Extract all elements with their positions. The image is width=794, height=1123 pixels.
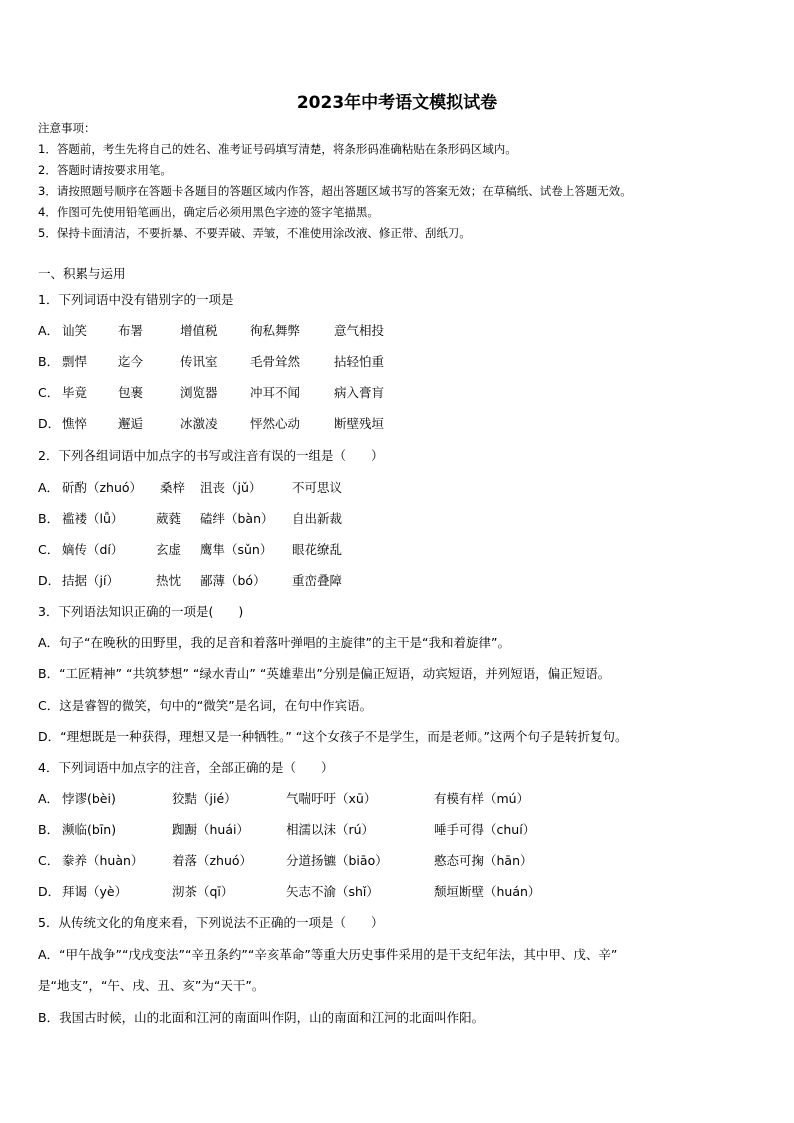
question-4-option-d [38,884,540,900]
option-word: 毕竟 [62,385,88,400]
option-word: 狡黠（jié） [172,791,237,806]
option-word: 桑梓 [160,480,186,495]
option-word: 着落（zhuó） [172,853,253,868]
question-2-option-b [38,511,342,527]
question-1-option-a [38,323,384,339]
question-3-stem: 3．下列语法知识正确的一项是( ) [38,604,244,619]
option-label: A． [38,791,60,806]
option-word: 眼花缭乱 [292,542,343,557]
question-3-option-c: C．这是睿智的微笑，句中的“微笑”是名词，在句中作宾语。 [38,698,373,713]
option-label: D． [38,884,61,899]
option-word: 褴褛（lǚ） [62,511,124,526]
question-4-stem: 4．下列词语中加点字的注音，全部正确的是（ ） [38,760,334,775]
option-label: B． [38,511,60,526]
option-word: 气喘吁吁（xū） [286,791,377,806]
option-word: 毛骨耸然 [250,354,301,369]
option-word: 沮丧（jǔ） [200,480,262,495]
question-3-option-a: A．句子“在晚秋的田野里，我的足音和着落叶弹唱的主旋律”的主干是“我和着旋律”。 [38,635,510,650]
option-word: 矢志不渝（shǐ） [286,884,379,899]
option-label: C． [38,542,60,557]
notice-item: 5．保持卡面清洁，不要折暴、不要弄破、弄皱，不准使用涂改液、修正带、刮纸刀。 [38,226,471,240]
option-word: 传讯室 [180,354,218,369]
option-word: 热忱 [156,573,182,588]
option-word: 病入膏肓 [334,385,385,400]
question-5-option-a: A．“甲午战争”“戊戌变法”“辛丑条约”“辛亥革命”等重大历史事件采用的是干支纪年法，其中甲、戊、辛” [38,947,618,962]
option-word: 鄙薄（bó） [200,573,266,588]
option-word: 磕绊（bàn） [200,511,274,526]
option-word: 包裹 [118,385,144,400]
question-1-option-d [38,416,384,432]
option-word: 憔悴 [62,416,88,431]
option-word: 踟蹰（huái） [172,822,249,837]
option-word: 怦然心动 [250,416,301,431]
notice-item: 1．答题前，考生先将自己的姓名、准考证号码填写清楚，将条形码准确粘贴在条形码区域内。 [38,142,517,156]
option-word: 自出新裁 [292,511,343,526]
question-2-option-a [38,480,342,496]
option-word: 斫酌（zhuó） [62,480,143,495]
option-word: 徇私舞弊 [250,323,301,338]
question-5-stem: 5．从传统文化的角度来看，下列说法不正确的一项是（ ） [38,915,384,930]
question-4-option-a [38,791,529,807]
option-word: 重峦叠障 [292,573,343,588]
question-1-option-c [38,385,384,401]
option-word: 讪笑 [62,323,88,338]
option-word: 分道扬镳（biāo） [286,853,388,868]
option-word: 唾手可得（chuí） [434,822,536,837]
option-word: 布署 [118,323,144,338]
option-word: 悖谬(bèi) [62,791,116,806]
option-label: D． [38,573,61,588]
option-word: 颓垣断壁（huán） [434,884,541,899]
notice-item: 4．作图可先使用铅笔画出，确定后必须用黑色字迹的签字笔描黑。 [38,205,379,219]
question-1-stem: 1．下列词语中没有错别字的一项是 [38,292,234,307]
option-word: 剽悍 [62,354,88,369]
option-word: 冲耳不闻 [250,385,301,400]
question-5-option-b: B．我国古时候，山的北面和江河的南面叫作阴，山的南面和江河的北面叫作阳。 [38,1010,485,1025]
option-label: C． [38,385,60,400]
option-word: 邂逅 [118,416,144,431]
option-label: C． [38,853,60,868]
question-2-option-d [38,573,342,589]
option-word: 浏览器 [180,385,218,400]
option-word: 断壁残垣 [334,416,385,431]
option-word: 嫡传（dí） [62,542,124,557]
option-word: 迄今 [118,354,144,369]
section-heading: 一、积累与运用 [38,266,126,281]
option-word: 拈轻怕重 [334,354,385,369]
question-2-stem: 2．下列各组词语中加点字的书写或注音有误的一组是（ ） [38,448,384,463]
option-word: 豢养（huàn） [62,853,144,868]
question-1-option-b [38,354,384,370]
option-word: 意气相投 [334,323,385,338]
option-word: 葳蕤 [156,511,182,526]
option-label: A． [38,323,60,338]
option-word: 鹰隼（sǔn） [200,542,273,557]
option-label: B． [38,354,60,369]
option-word: 玄虚 [156,542,182,557]
question-5-option-a-cont: 是“地支”，“午、戌、丑、亥”为“天干”。 [38,978,265,993]
question-4-option-b [38,822,535,838]
option-word: 相濡以沫（rú） [286,822,375,837]
option-word: 增值税 [180,323,218,338]
question-3-option-b: B．“工匠精神” “共筑梦想” “绿水青山” “英雄辈出”分别是偏正短语，动宾短语，并列短语，偏正短语。 [38,666,611,681]
option-label: B． [38,822,60,837]
option-word: 有模有样（mú） [434,791,530,806]
option-word: 濒临(bīn) [62,822,117,837]
option-word: 拮据（jí） [62,573,119,588]
option-label: D． [38,416,61,431]
option-word: 拜谒（yè） [62,884,128,899]
notice-item: 3．请按照题号顺序在答题卡各题目的答题区域内作答，超出答题区域书写的答案无效；在草稿纸、试卷上答题无效。 [38,184,632,198]
question-2-option-c [38,542,342,558]
option-word: 沏茶（qī） [172,884,234,899]
option-word: 憨态可掬（hān） [434,853,533,868]
notice-heading: 注意事项： [38,121,96,135]
option-word: 不可思议 [292,480,343,495]
option-word: 冰激凌 [180,416,218,431]
question-4-option-c [38,853,533,869]
question-3-option-d: D．“理想既是一种获得，理想又是一种牺牲。” “这个女孩子不是学生，而是老师。”这两个句子是转折复句。 [38,729,628,744]
notice-item: 2．答题时请按要求用笔。 [38,163,172,177]
option-label: A． [38,480,60,495]
page-title: 2023年中考语文模拟试卷 [296,93,498,113]
